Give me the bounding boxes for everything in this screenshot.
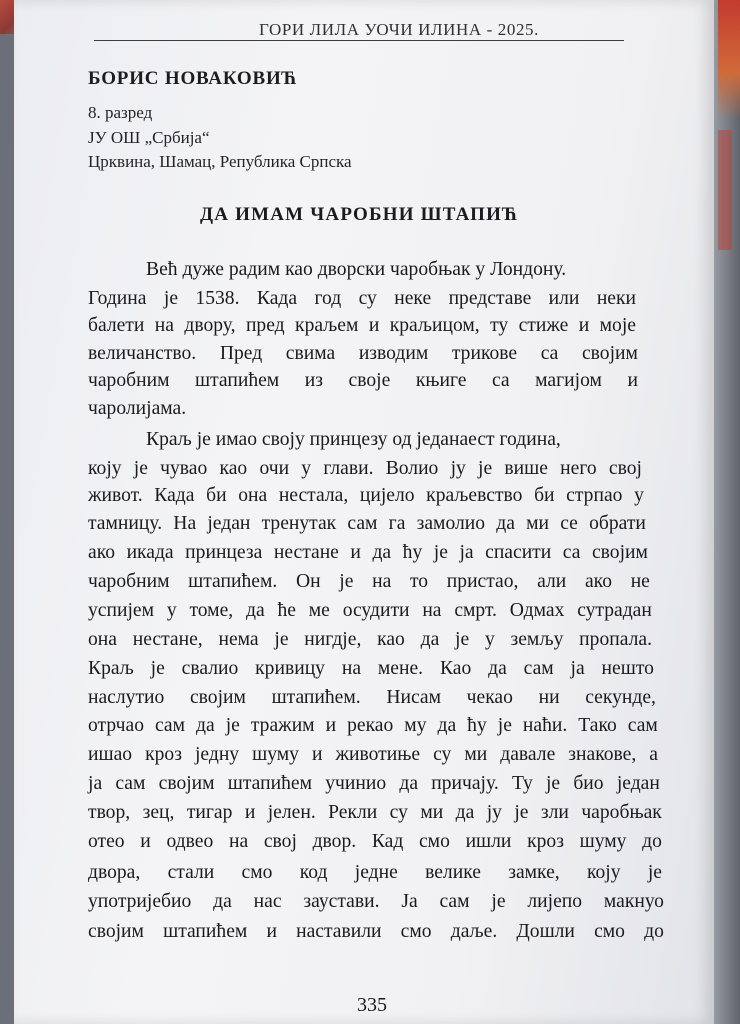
word: Пред <box>219 343 263 364</box>
word: ми <box>464 744 488 765</box>
word: наћи. <box>522 715 568 736</box>
word: тигар <box>186 802 233 823</box>
word: ако <box>584 571 612 592</box>
text-line <box>88 287 636 311</box>
word: На <box>173 513 197 534</box>
word: ишли <box>465 831 512 852</box>
word: причају. <box>431 773 499 794</box>
word: својим <box>591 542 648 563</box>
word: принцеза <box>185 542 263 563</box>
word: на <box>422 600 442 621</box>
text-line <box>88 484 644 508</box>
word: из <box>304 370 323 391</box>
word: је <box>225 715 240 736</box>
text-line <box>88 628 652 652</box>
word: Као <box>439 658 472 679</box>
word: коју <box>88 458 122 479</box>
word: ја <box>459 542 474 563</box>
word: ју <box>486 802 502 823</box>
word: кроз <box>145 744 182 765</box>
word: је <box>478 458 493 479</box>
word: замке, <box>508 862 560 883</box>
word: и <box>368 315 380 336</box>
word: краљицом, <box>389 315 480 336</box>
text-line <box>88 686 656 710</box>
word: одвео <box>166 831 214 852</box>
word: су <box>389 802 408 823</box>
word: је <box>133 458 148 479</box>
word: је <box>455 629 470 650</box>
word: је <box>150 658 165 679</box>
word: у <box>166 600 177 621</box>
word: тамницу. <box>88 513 163 534</box>
word: Одмах <box>509 600 565 621</box>
word: би <box>206 485 227 506</box>
text-line <box>88 342 638 366</box>
word: зец, <box>142 802 175 823</box>
word: је <box>433 542 448 563</box>
word: магијом <box>535 370 602 391</box>
word: да <box>420 629 440 650</box>
word: до <box>644 921 664 942</box>
word: ме <box>308 600 330 621</box>
word: чекао <box>466 687 513 708</box>
word: на <box>341 658 362 679</box>
word: су <box>358 288 377 309</box>
running-head: ГОРИ ЛИЛА УОЧИ ИЛИНА - 2025. <box>259 20 539 39</box>
word: ћу <box>467 715 487 736</box>
word: неке <box>394 288 432 309</box>
word: знакове, <box>568 744 637 765</box>
word: а <box>649 744 658 765</box>
word: Када <box>256 288 298 309</box>
text-line: Већ дуже радим као дворски чаробњак у Лондону. <box>146 259 567 280</box>
author-school: ЈУ ОШ „Србија“ <box>88 128 210 147</box>
word: земљу <box>510 629 564 650</box>
word: свој <box>608 458 642 479</box>
word: давале <box>500 744 556 765</box>
word: томе, <box>189 600 234 621</box>
word: тренутак <box>261 513 337 534</box>
word: смо <box>418 831 450 852</box>
word: не <box>630 571 650 592</box>
story-title: ДА ИМАМ ЧАРОБНИ ШТАПИЋ <box>200 204 519 225</box>
word: да <box>245 600 265 621</box>
word: својим <box>581 343 638 364</box>
word: да <box>488 658 507 679</box>
book-cover-strip <box>718 130 732 250</box>
word: ми <box>420 802 444 823</box>
word: нигдје, <box>304 629 362 650</box>
word: као <box>219 458 248 479</box>
word: изводим <box>358 343 429 364</box>
word: се <box>560 513 578 534</box>
word: као <box>377 629 405 650</box>
word: ја <box>88 773 103 794</box>
word: нас <box>253 891 282 912</box>
word: смо <box>594 921 625 942</box>
word: ишао <box>88 744 133 765</box>
word: спасити <box>485 542 552 563</box>
word: својим <box>189 687 246 708</box>
text-line <box>88 801 662 825</box>
word: коју <box>586 862 621 883</box>
word: наслутио <box>88 687 165 708</box>
word: цијело <box>359 485 415 506</box>
text-line: Краљ је имао своју принцезу од једанаест година, <box>146 429 561 450</box>
word: у <box>484 629 495 650</box>
word: и <box>266 921 277 942</box>
word: један <box>616 773 660 794</box>
word: код <box>299 862 328 883</box>
word: и <box>325 715 337 736</box>
word: секунде, <box>585 687 656 708</box>
word: му <box>404 715 427 736</box>
word: чаробњак <box>581 802 662 823</box>
word: и <box>350 542 361 563</box>
word: стали <box>167 862 215 883</box>
word: и <box>311 744 323 765</box>
word: штапићем <box>195 370 280 391</box>
word: нестане <box>273 542 339 563</box>
word: успијем <box>88 600 155 621</box>
word: замолио <box>416 513 486 534</box>
word: свалио <box>181 658 239 679</box>
word: Волио <box>385 458 439 479</box>
word: је <box>497 715 512 736</box>
word: балети <box>88 315 145 336</box>
word: Дошли <box>516 921 575 942</box>
text-line <box>88 369 638 393</box>
text-line <box>88 890 664 914</box>
word: Он <box>295 571 321 592</box>
word: са <box>492 370 510 391</box>
word: у <box>301 458 312 479</box>
word: је <box>339 571 354 592</box>
word: сам <box>155 715 186 736</box>
word: ће <box>277 600 296 621</box>
word: Рекли <box>328 802 378 823</box>
word: нема <box>218 629 259 650</box>
word: је <box>647 862 662 883</box>
word: год <box>314 288 342 309</box>
text-line <box>88 772 660 796</box>
word: ми <box>526 513 550 534</box>
word: Када <box>154 485 195 506</box>
word: својим <box>88 921 144 942</box>
text-line <box>88 457 642 481</box>
word: јелен. <box>267 802 316 823</box>
word: ту <box>490 315 509 336</box>
word: штапићем. <box>271 687 361 708</box>
word: употријебио <box>88 891 192 912</box>
word: али <box>537 571 567 592</box>
word: рекао <box>347 715 394 736</box>
word: шуму <box>252 744 299 765</box>
word: неки <box>596 288 636 309</box>
author-place: Црквина, Шамац, Република Српска <box>88 152 352 171</box>
text-line <box>88 512 646 536</box>
word: чувао <box>160 458 208 479</box>
word: био <box>573 773 604 794</box>
word: трикове <box>451 343 518 364</box>
word: са <box>562 542 581 563</box>
word: Ја <box>401 891 418 912</box>
word: да <box>196 715 215 736</box>
text-line <box>88 541 648 565</box>
header-rule <box>94 40 624 41</box>
word: свима <box>285 343 336 364</box>
word: мене. <box>377 658 424 679</box>
word: нестала, <box>278 485 349 506</box>
word: краљем <box>295 315 359 336</box>
word: нестане, <box>132 629 203 650</box>
word: и <box>244 802 256 823</box>
text-line: чаролијама. <box>88 398 187 419</box>
word: га <box>388 513 406 534</box>
word: на <box>372 571 392 592</box>
word: да <box>372 542 392 563</box>
text-line <box>88 714 658 738</box>
word: штапићем <box>227 773 312 794</box>
word: пред <box>245 315 285 336</box>
word: сам <box>627 715 658 736</box>
word: је <box>274 629 289 650</box>
word: двору, <box>184 315 236 336</box>
word: сам <box>439 891 470 912</box>
word: зли <box>540 802 569 823</box>
word: да <box>437 715 457 736</box>
word: смрт. <box>454 600 497 621</box>
word: моје <box>599 315 636 336</box>
word: у <box>634 485 644 506</box>
word: твор, <box>88 802 131 823</box>
text-line <box>88 743 658 767</box>
word: да <box>455 802 475 823</box>
word: даље. <box>450 921 498 942</box>
word: на <box>228 831 249 852</box>
book-cover-edge <box>718 0 740 120</box>
word: штапићем. <box>188 571 278 592</box>
page-number: 335 <box>357 994 387 1016</box>
word: пропала. <box>579 629 652 650</box>
word: Година <box>88 288 147 309</box>
word: би <box>534 485 555 506</box>
word: су <box>433 744 452 765</box>
word: више <box>504 458 548 479</box>
word: тражим <box>250 715 315 736</box>
word: да <box>399 773 419 794</box>
word: је <box>514 802 529 823</box>
word: Ту <box>511 773 533 794</box>
word: 1538. <box>195 288 240 309</box>
word: икада <box>126 542 174 563</box>
text-line <box>88 920 664 944</box>
word: отрчао <box>88 715 144 736</box>
word: и <box>140 831 151 852</box>
word: је <box>491 891 506 912</box>
word: ја <box>570 658 585 679</box>
author-name: БОРИС НОВАКОВИЋ <box>88 68 298 89</box>
word: животиње <box>335 744 421 765</box>
word: учинио <box>325 773 387 794</box>
word: стрпао <box>566 485 623 506</box>
word: ни <box>538 687 560 708</box>
word: Тако <box>578 715 617 736</box>
word: смо <box>241 862 273 883</box>
word: сам <box>523 658 554 679</box>
text-line <box>88 830 662 854</box>
word: осудити <box>342 600 410 621</box>
word: стиже <box>518 315 569 336</box>
word: живот. <box>88 485 143 506</box>
word: је <box>163 288 179 309</box>
word: и <box>627 370 638 391</box>
word: на <box>154 315 174 336</box>
word: она <box>238 485 268 506</box>
word: чаробним <box>88 370 170 391</box>
word: своје <box>348 370 391 391</box>
word: или <box>548 288 580 309</box>
word: наставили <box>296 921 382 942</box>
word: свој <box>263 831 297 852</box>
word: макнуо <box>603 891 664 912</box>
author-grade: 8. разред <box>88 103 153 122</box>
word: представе <box>448 288 532 309</box>
word: Кад <box>371 831 404 852</box>
word: то <box>409 571 429 592</box>
word: заустави. <box>303 891 380 912</box>
word: глави. <box>323 458 374 479</box>
word: она <box>88 629 117 650</box>
text-line <box>88 657 654 681</box>
word: него <box>560 458 597 479</box>
word: једне <box>354 862 398 883</box>
word: Краљ <box>88 658 134 679</box>
word: ју <box>450 458 466 479</box>
word: ћу <box>402 542 423 563</box>
word: сам <box>115 773 146 794</box>
word: до <box>642 831 662 852</box>
word: шуму <box>579 831 627 852</box>
word: кривицу <box>255 658 325 679</box>
word: Нисам <box>386 687 441 708</box>
word: са <box>540 343 559 364</box>
word: лијепо <box>527 891 583 912</box>
word: и <box>578 315 590 336</box>
word: двор. <box>312 831 357 852</box>
word: је <box>545 773 561 794</box>
word: штапићем <box>163 921 248 942</box>
word: да <box>213 891 232 912</box>
word: двора, <box>88 862 141 883</box>
word: један <box>207 513 251 534</box>
word: једну <box>194 744 240 765</box>
word: чаробним <box>88 571 170 592</box>
text-line <box>88 314 636 338</box>
word: сутрадан <box>577 600 652 621</box>
word: ако <box>88 542 116 563</box>
word: кроз <box>527 831 564 852</box>
word: велике <box>425 862 481 883</box>
word: обрати <box>589 513 646 534</box>
book-page <box>14 0 714 1024</box>
word: очи <box>259 458 290 479</box>
word: величанство. <box>88 343 197 364</box>
word: књиге <box>415 370 467 391</box>
word: пристао, <box>446 571 519 592</box>
word: отео <box>88 831 125 852</box>
word: сам <box>347 513 378 534</box>
word: нешто <box>601 658 654 679</box>
word: да <box>496 513 515 534</box>
word: својим <box>158 773 215 794</box>
text-line <box>88 861 662 885</box>
text-line <box>88 599 652 623</box>
word: смо <box>400 921 432 942</box>
text-line <box>88 570 650 594</box>
word: краљевство <box>426 485 523 506</box>
